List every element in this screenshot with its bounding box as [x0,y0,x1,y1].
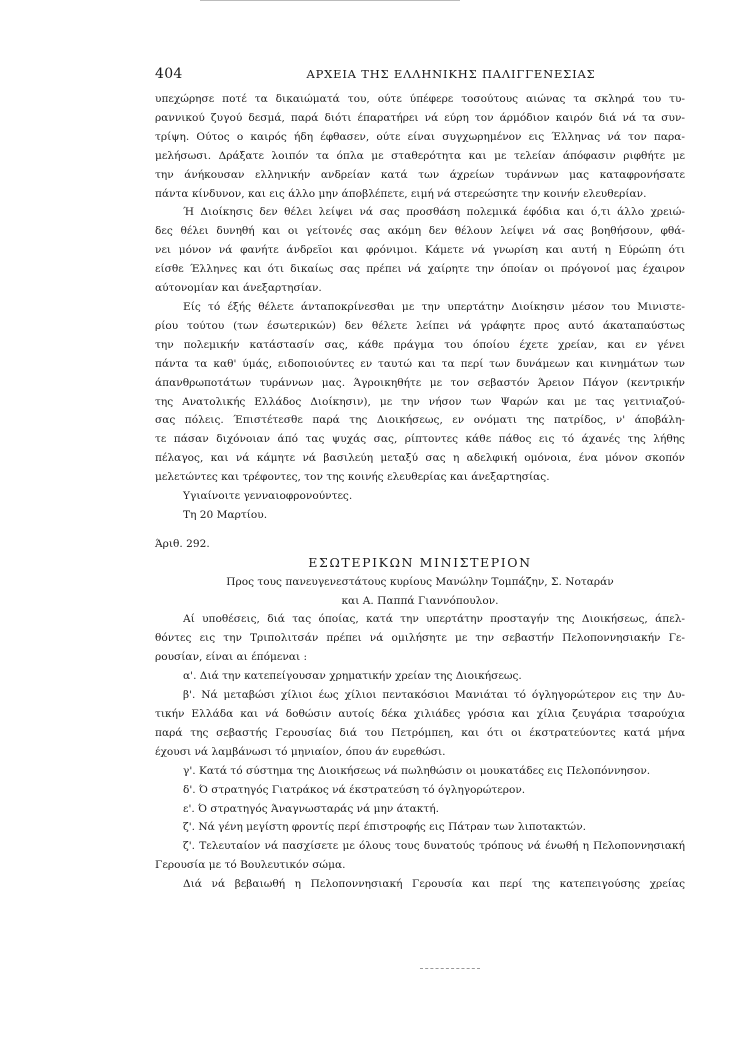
list-item: γ'. Κατά τό σύστημα της Διοικήσεως νά πωληθώσιν οι μουκατάδες εις Πελοπόννησον. [183,764,651,777]
list-item: δ'. Ό στρατηγός Γιατράκος νά έκστρατεύση τό όγληγορώτερον. [183,783,526,796]
page-body [155,90,685,894]
text-line: νει μόνον νά φανήτε άνδρεϊοι και φρόνιμοι. Κάμετε νά γνωρίση και αυτή η Εύρώπη ότι [155,244,685,257]
text-line: τρίψη. Ούτος ο καιρός ήδη έφθασεν, ούτε είναι συγχωρημένον εις Έλληνας νά τον παρα- [155,130,685,143]
top-edge-line [200,0,460,1]
addressee-line: Προς τους πανευγενεστάτους κυρίους Μανώλην Τομπάζην, Σ. Νοταράν [226,575,614,588]
text-line: αύτονομίαν και άνεξαρτησίαν. [155,282,322,295]
text-line: ρουσίαν, είναι αι έπόμεναι : [155,651,308,664]
list-item: β'. Νά μεταβώσι χίλιοι έως χίλιοι πεντακόσιοι Μανιάται τό όγληγορώτερον εις την Δυ- [183,689,685,702]
text-line: σας πόλεις. Έπιστέτεσθε παρά της Διοικήσεως, εν ονόματι της πατρίδος, ν' άποβάλη- [155,414,685,427]
document-number: Άριθ. 292. [155,537,210,550]
text-line: της Ανατολικής Ελλάδος Διοίκησιν), με την νήσον των Ψαρών και με τας γειτνιαζού- [155,395,685,408]
text-line: τικήν Ελλάδα και νά δοθώσιν αυτοίς δέκα χιλιάδες γρόσια και χίλια ζευγάρια τσαρούχια [155,708,685,720]
text-line: Αί υποθέσεις, διά τας όποίας, κατά την υπερτάτην προσταγήν της Διοικήσεως, άπελ- [183,613,685,626]
text-line: μελήσωσι. Δράξατε λοιπόν τα όπλα με σταθερότητα και με τελείαν άπόφασιν ριφθήτε με [155,149,685,162]
text-line: την πολεμικήν κατάστασίν σας, κάθε πράγμα του όποίου έχετε χρείαν, και εν γένει [155,338,685,351]
section-heading: ΕΣΩΤΕΡΙΚΩΝ ΜΙΝΙΣΤΕΡΙΟΝ [308,554,532,570]
text-line: έχουσι νά λαμβάνωσι τό μηνιαίον, όπου άν ευρεθώσι. [155,745,446,758]
text-line: πάντα κίνδυνον, και εις άλλο μην άποβλέπετε, ειμή νά στερεώσητε την κοινήν ελευθερίαν. [155,187,647,200]
addressee-line: και Α. Παππά Γιαννόπουλον. [341,594,499,607]
list-item: ε'. Ό στρατηγός Άναγνωσταράς νά μην άτακτή. [183,802,439,815]
list-item: ζ'. Νά γένη μεγίστη φροντίς περί έπιστροφής εις Πάτραν των λιποτακτών. [183,821,587,834]
text-line: τε πάσαν διχόνοιαν άπό τας ψυχάς σας, ρίπτοντες κάθε πάθος εις τό άχανές της λήθης [155,433,685,446]
text-line: Γερουσία με τό Βουλευτικόν σώμα. [155,859,346,872]
date-line: Τη 20 Μαρτίου. [183,508,268,521]
text-line: ρίου τούτου (των έσωτερικών) δεν θέλετε λείπει νά γράφητε προς αυτό άκαταπαύστως [155,319,685,332]
text-line: είσθε Έλληνες και ότι δικαίως σας πρέπει νά χαίρητε την όποίαν οι πρόγονοί μας έχαιρον [155,263,685,276]
list-item: ζ'. Τελευταίον νά πασχίσετε με όλους τους δυνατούς τρόπους νά ένωθή η Πελοποννησιακή [183,840,685,853]
text-line: Διά νά βεβαιωθή η Πελοποννησιακή Γερουσία και περί της κατεπειγούσης χρείας [183,878,685,891]
running-title: ΑΡΧΕΙΑ ΤΗΣ ΕΛΛΗΝΙΚΗΣ ΠΑΛΙΓΓΕΝΕΣΙΑΣ [306,67,596,81]
text-line: Είς τό έξής θέλετε άνταποκρίνεσθαι με την υπερτάτην Διοίκησιν μέσον του Μινιστε- [183,300,685,313]
bottom-dashes [420,968,480,969]
text-line: πάντα τα καθ' ύμάς, ειδοποιούντες εν ταυτώ και τα περί των δυνάμεων και κινημάτων των [155,357,685,370]
text-line: άπανθρωποτάτων τυράννων μας. Άγροικηθήτε με τον σεβαστόν Άρειον Πάγον (κεντρικήν [155,376,685,389]
text-line: δες θέλει δυνηθή και οι γείτονές σας ακόμη δεν θέλουν λείψει νά σας βοηθήσουν, φθά- [155,225,685,238]
closing-line: Υγιαίνοιτε γενναιοφρονούντες. [183,490,353,503]
text-line: την άνήκουσαν ελληνικήν ανδρείαν κατά των άχρείων τυράννων μας καταφρονήσατε [155,168,685,181]
list-item: α'. Διά την κατεπείγουσαν χρηματικήν χρείαν της Διοικήσεως. [183,670,522,683]
text-line: Ή Διοίκησις δεν θέλει λείψει νά σας προσθάση πολεμικά έφόδια και ό,τι άλλο χρειώ- [183,206,685,219]
text-line: ραννικού ζυγού δεσμά, παρά διότι έπαρατήρει νά εύρη τον άρμόδιον καιρόν διά νά τα συν- [155,111,685,124]
text-line: μελετώντες και τρέφοντες, τον της κοινής ελευθερίας και άνεξαρτησίας. [155,471,550,484]
text-line: πέλαγος, και νά κάμητε νά βασιλεύη μεταξύ σας η αδελφική ομόνοια, ένα μόνον σκοπόν [155,452,685,465]
page-header [155,66,685,86]
text-line: υπεχώρησε ποτέ τα δικαιώματά του, ούτε ύπέφερε τοσούτους αιώνας τα σκληρά του τυ- [155,93,685,105]
text-line: παρά της σεβαστής Γερουσίας διά του Πετρόμπεη, και ότι οι έκστρατεύοντες κατά μήνα [155,726,685,739]
page-number: 404 [155,66,183,82]
text-line: θόντες εις την Τριπολιτσάν πρέπει νά ομιλήσητε με την σεβαστήν Πελοποννησιακήν Γε- [155,632,685,645]
